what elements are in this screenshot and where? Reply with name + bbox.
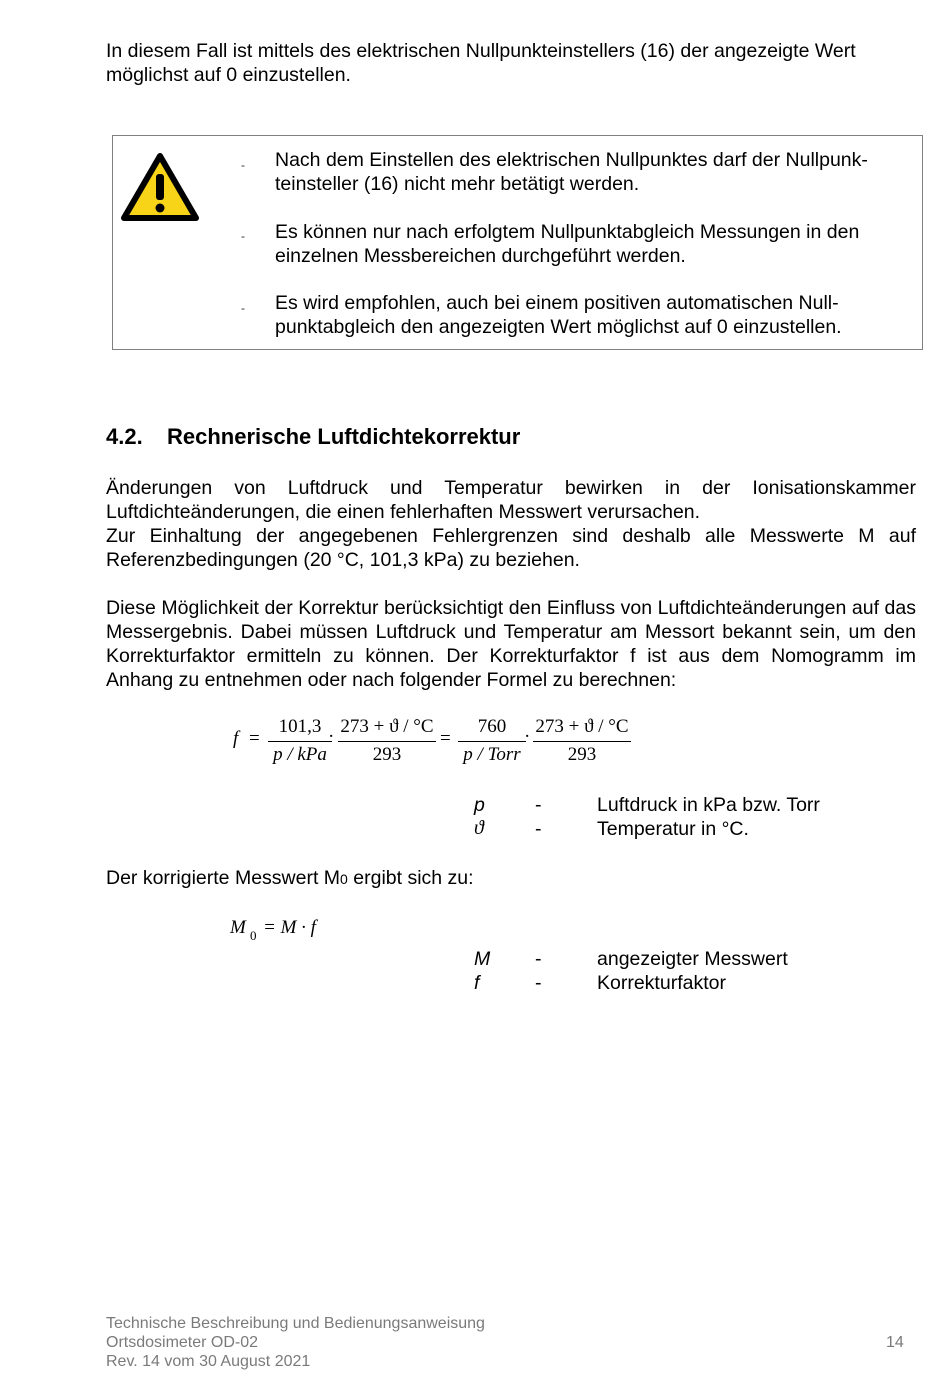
paragraph-2: Zur Einhaltung der angegebenen Fehlergrenzen sind deshalb alle Messwerte M auf Referenzbedingungen (20 °C, 101,3 kPa) zu beziehen. [106,525,916,571]
section-number: 4.2. [106,424,143,449]
legend-dash: - [535,818,542,840]
paragraph-4-text: ergibt sich zu: [347,867,474,889]
formula-equals: = [440,728,451,749]
warning-item-line: teinsteller (16) nicht mehr betätigt werden. [275,173,640,195]
footer-line: Rev. 14 vom 30 August 2021 [106,1353,311,1370]
legend-description: Korrekturfaktor [597,972,726,994]
formula-lhs: f [233,728,239,749]
fraction-numerator: 760 [477,716,507,737]
paragraph-4-text: Der korrigierte Messwert M [106,867,341,889]
legend-symbol: ϑ [474,817,484,839]
subscript-zero: 0 [340,871,348,887]
legend-description: angezeigter Messwert [597,948,788,970]
legend-description: Luftdruck in kPa bzw. Torr [597,794,820,816]
paragraph-1: Änderungen von Luftdruck und Temperatur bewirken in der Ionisationskammer Luftdichteänderungen, die einen fehlerhaften Messwert verursachen. [106,477,916,523]
fraction-numerator: 273 + ϑ / °C [535,716,629,737]
legend-symbol: p [474,794,485,816]
formula-corrected-value [230,917,350,947]
formula-lhs-subscript: 0 [250,928,257,943]
warning-triangle-icon [120,152,200,222]
warning-item-line: punktabgleich den angezeigten Wert möglichst auf 0 einzustellen. [275,316,842,338]
legend-dash: - [535,794,542,816]
legend-description: Temperatur in °C. [597,818,749,840]
warning-item-2 [275,220,915,268]
fraction-denominator: 293 [567,744,597,765]
footer-line: Ortsdosimeter OD-02 [106,1334,259,1351]
intro-paragraph: In diesem Fall ist mittels des elektrischen Nullpunkteinstellers (16) der angezeigte Wert möglichst auf 0 einzustellen. [106,40,856,86]
fraction-denominator: p / Torr [463,744,521,765]
formula-lhs: M [230,917,246,938]
formula-dot: · [524,726,531,747]
warning-item-line: Es wird empfohlen, auch bei einem positiven automatischen Null- [275,292,839,314]
paragraph-3: Diese Möglichkeit der Korrektur berücksichtigt den Einfluss von Luftdichteänderungen auf das Messergebnis. Dabei müssen Luftdruck und Temperatur am Messort bekannt sein, um den Korrekturfaktor ermitteln zu können. Der Korrekturfaktor f ist aus dem Nomogramm im Anhang zu entnehmen oder nach folgender Formel zu berechnen: [106,597,916,691]
warning-item-3 [275,291,915,339]
bullet-dash: - [241,158,245,172]
page-number: 14 [886,1334,904,1351]
legend-dash: - [535,972,542,994]
formula-dot: · [328,726,335,747]
footer-line: Technische Beschreibung und Bedienungsanweisung [106,1315,485,1332]
legend-symbol: f [474,972,480,994]
fraction-bar [268,741,332,742]
warning-item-line: einzelnen Messbereichen durchgeführt werden. [275,245,686,267]
formula-equals: = [249,728,260,749]
formula-rhs: = M · f [263,917,316,938]
bullet-dash: - [241,301,245,315]
footer [106,1314,485,1371]
fraction-denominator: 293 [372,744,402,765]
fraction-numerator: 273 + ϑ / °C [340,716,434,737]
fraction-bar [338,741,436,742]
fraction-numerator: 101,3 [278,716,322,737]
fraction-denominator: p / kPa [273,744,327,765]
legend-dash: - [535,948,542,970]
warning-box [112,135,923,350]
fraction-bar [458,741,526,742]
fraction-bar [533,741,631,742]
formula-correction-factor [220,712,650,772]
warning-item-line: Nach dem Einstellen des elektrischen Nullpunktes darf der Nullpunk- [275,149,868,171]
warning-item-1 [275,148,915,196]
legend-symbol: M [474,948,491,970]
bullet-dash: - [241,229,245,243]
warning-item-line: Es können nur nach erfolgtem Nullpunktabgleich Messungen in den [275,221,860,243]
section-title: Rechnerische Luftdichtekorrektur [167,424,521,449]
paragraph-4 [106,866,474,891]
